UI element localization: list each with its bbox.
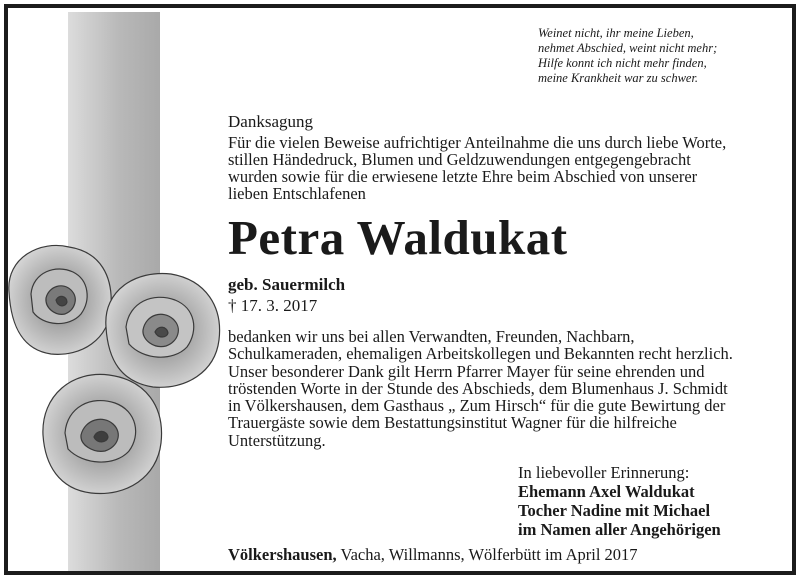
body-line: Unterstützung. [228,430,326,450]
poem-line: Weinet nicht, ihr meine Lieben, [538,26,694,40]
body-line: Schulkameraden, ehemaligen Arbeitskollegen und Bekannten recht herzlich. [228,344,733,364]
intro-line: stillen Händedruck, Blumen und Geldzuwendungen entgegengebracht [228,150,691,169]
intro-line: lieben Entschlafenen [228,184,366,203]
closing-name: Ehemann Axel Waldukat [518,482,695,501]
footer-place-bold: Völkershausen, [228,545,337,564]
maiden-name: geb. Sauermilch [228,275,346,294]
closing-name: Tocher Nadine mit Michael [518,501,711,520]
intro-line: Für die vielen Beweise aufrichtiger Anteilnahme die uns durch liebe Worte, [228,133,727,152]
deceased-name: Petra Waldukat [228,210,568,265]
footer-places [228,545,638,565]
body-line: bedanken wir uns bei allen Verwandten, Freunden, Nachbarn, [228,327,635,346]
body-line: Unser besonderer Dank gilt Herrn Pfarrer Mayer für seine ehrenden und [228,361,705,381]
body-text [228,328,793,449]
poem-line: meine Krankheit war zu schwer. [538,71,699,85]
roses-icon [6,240,236,510]
body-line: tröstenden Worte in der Stunde des Abschieds, dem Blumenhaus J. Schmidt [228,378,728,398]
poem-line: nehmet Abschied, weint nicht mehr; [538,41,718,55]
poem [538,26,788,86]
closing-block [518,463,721,539]
footer-place-rest: Vacha, Willmanns, Wölferbütt im April 2017 [336,545,638,564]
death-date: † 17. 3. 2017 [228,296,318,315]
closing-name: im Namen aller Angehörigen [518,520,721,539]
body-line: Trauergäste sowie dem Bestattungsinstitut Wagner für die hilfreiche [228,413,677,433]
obituary-frame [4,4,796,575]
closing-intro: In liebevoller Erinnerung: [518,463,690,482]
heading: Danksagung [228,112,313,131]
poem-line: Hilfe konnt ich nicht mehr finden, [538,56,707,70]
intro-text [228,134,788,202]
body-line: in Völkershausen, dem Gasthaus „ Zum Hirsch“ für die gute Bewirtung der [228,396,726,416]
intro-line: wurden sowie für die erwiesene letzte Ehre beim Abschied von unserer [228,167,698,186]
